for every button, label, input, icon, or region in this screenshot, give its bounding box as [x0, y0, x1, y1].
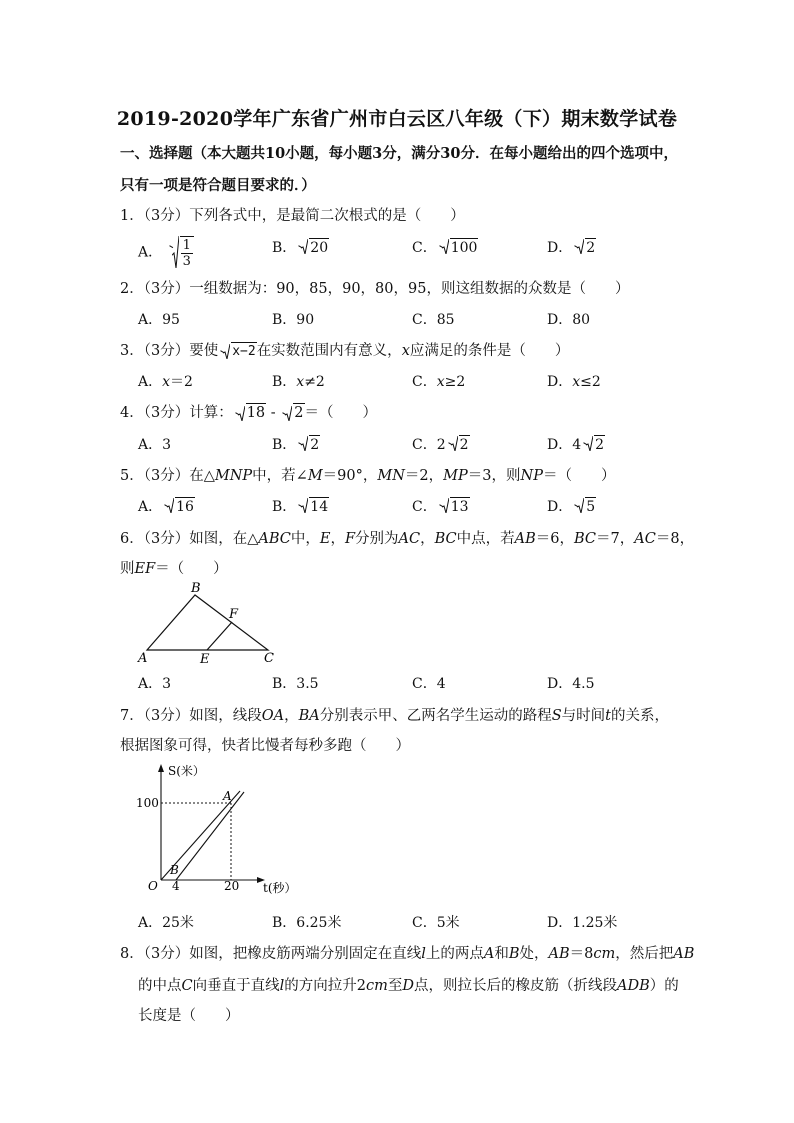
question-2: 2．（3分）一组数据为：90，85，90，80，95，则这组数据的众数是（ ）	[120, 281, 630, 297]
triangle-diagram	[130, 580, 290, 670]
text: 的中点	[138, 978, 182, 994]
math-term: C	[181, 978, 193, 994]
radicand: 20	[310, 240, 329, 256]
option-c	[412, 433, 470, 457]
question-7	[120, 706, 690, 726]
math-term: S	[551, 708, 562, 724]
question-6	[120, 529, 695, 549]
question-6-options	[138, 672, 698, 696]
math-term: AC	[398, 531, 421, 547]
sqrt	[574, 236, 596, 260]
option-label: C．	[412, 499, 437, 515]
math-term: ADB	[617, 978, 650, 994]
triangle-abc	[147, 595, 268, 650]
variable: x	[401, 343, 410, 359]
variable: x	[296, 374, 305, 390]
text: 和	[494, 946, 509, 962]
x-axis-label: t(秒）	[263, 881, 297, 895]
option-b	[272, 370, 325, 394]
label-b: B	[170, 863, 179, 877]
text: ＝（ ）	[542, 468, 616, 484]
question-7-line2: 根据图象可得，快者比慢者每秒多跑（ ）	[120, 738, 410, 754]
tick-4: 4	[172, 879, 180, 893]
option-a: A．25米	[138, 915, 194, 931]
sqrt	[164, 495, 195, 519]
option-d	[547, 433, 605, 457]
radicand: 13	[450, 499, 469, 515]
radicand: 100	[450, 240, 478, 256]
y-axis-arrow	[158, 764, 164, 772]
math-term: BC	[574, 531, 597, 547]
text: 的关系，	[610, 708, 669, 724]
option-label: D．	[547, 374, 573, 390]
option-label: B．	[272, 240, 297, 256]
question-3-options	[138, 370, 698, 394]
option-label: A．	[138, 374, 163, 390]
option-d: D．4.5	[547, 676, 595, 692]
radicand: 2	[595, 437, 605, 453]
radicand: 2	[459, 437, 469, 453]
sqrt	[298, 236, 329, 260]
question-8-line3: 长度是（ ）	[138, 1008, 240, 1024]
question-6-line2	[120, 559, 690, 579]
question-8-line2	[138, 976, 708, 996]
variable: x	[162, 374, 171, 390]
option-c: C．4	[412, 676, 446, 692]
question-1-options	[138, 236, 698, 269]
option-a	[138, 495, 195, 519]
relation: ≤2	[580, 374, 601, 390]
math-term: OA	[261, 708, 285, 724]
option-c	[412, 236, 478, 260]
option-label: B．	[272, 374, 297, 390]
text: 7．（3分）如图，线段	[120, 708, 262, 724]
option-a	[138, 370, 193, 394]
option-c	[412, 370, 465, 394]
option-label: D．4	[547, 437, 582, 453]
text: 中点，若	[456, 531, 515, 547]
tick-100: 100	[136, 796, 159, 810]
text: 6．（3分）如图，在△	[120, 531, 259, 547]
math-term: cm	[593, 946, 616, 962]
math-term: BC	[434, 531, 457, 547]
option-d	[547, 495, 596, 519]
question-3	[120, 341, 690, 361]
label-e: E	[200, 652, 210, 667]
option-d	[547, 236, 596, 260]
relation: ≠2	[304, 374, 325, 390]
radicand: 14	[310, 499, 329, 515]
text: 处，	[519, 946, 549, 962]
sqrt	[298, 433, 320, 457]
math-term: AB	[548, 946, 570, 962]
sqrt-fraction	[169, 236, 194, 269]
option-label: D．	[547, 499, 573, 515]
text: 在实数范围内有意义，	[256, 343, 402, 359]
math-term: MN	[377, 468, 405, 484]
tick-20: 20	[224, 879, 240, 893]
math-term: MP	[443, 468, 468, 484]
question-5-options	[138, 495, 698, 519]
radicand: 16	[176, 499, 194, 515]
label-f: F	[229, 607, 239, 622]
text: ＝3，则	[467, 468, 521, 484]
question-2-options	[138, 308, 698, 332]
option-label: B．	[272, 437, 297, 453]
text: ，	[330, 531, 345, 547]
text: 与时间	[561, 708, 606, 724]
radicand: 2	[294, 405, 304, 421]
option-a: A．3	[138, 437, 172, 453]
option-label: B．	[272, 499, 297, 515]
math-term: BA	[298, 708, 320, 724]
text: 3．（3分）要使	[120, 343, 219, 359]
segment-ef	[207, 622, 232, 650]
text: 4．（3分）计算：	[120, 405, 233, 421]
option-b	[272, 236, 329, 260]
math-term: AB	[514, 531, 536, 547]
text: 至	[387, 978, 403, 994]
operator: -	[266, 405, 281, 421]
text: 5．（3分）在△	[120, 468, 215, 484]
distance-time-graph	[128, 762, 308, 902]
relation: ≥2	[444, 374, 466, 390]
sqrt	[439, 495, 470, 519]
text: 分别为	[355, 531, 399, 547]
section-heading-line2: 只有一项是符合题目要求的．）	[120, 177, 316, 194]
text: ，	[420, 531, 435, 547]
text: ＝7，	[596, 531, 635, 547]
question-8	[120, 944, 695, 964]
math-term: AC	[634, 531, 656, 547]
text: 则	[120, 561, 135, 577]
option-a	[138, 236, 194, 269]
label-a: A	[138, 651, 148, 666]
question-5	[120, 466, 690, 486]
section-heading-line1: 一、选择题（本大题共10小题，每小题3分，满分30分．在每小题给出的四个选项中，	[120, 145, 678, 162]
math-term: D	[402, 978, 414, 994]
math-term: A	[483, 946, 495, 962]
line-ba	[176, 792, 244, 880]
question-4	[120, 403, 690, 423]
text: 中，若∠	[252, 468, 308, 484]
text: 8．（3分）如图，把橡皮筋两端分别固定在直线	[120, 946, 422, 962]
variable: x	[572, 374, 581, 390]
math-term: F	[344, 531, 356, 547]
sqrt	[574, 495, 596, 519]
option-a: A．3	[138, 676, 172, 692]
text: 上的两点	[425, 946, 484, 962]
text: ＝2，	[404, 468, 444, 484]
text: 分别表示甲、乙两名学生运动的路程	[319, 708, 552, 724]
option-label: C．	[412, 374, 437, 390]
math-term: B	[508, 946, 520, 962]
page-title: 2019-2020学年广东省广州市白云区八年级（下）期末数学试卷	[116, 108, 678, 130]
text: ＝8	[569, 946, 594, 962]
label-o: O	[148, 879, 158, 893]
text: ＝（ ）	[155, 561, 228, 577]
option-d	[547, 370, 601, 394]
text: ＝（ ）	[304, 405, 378, 421]
math-term: M	[307, 468, 323, 484]
label-c: C	[264, 651, 274, 666]
option-c: C．85	[412, 312, 455, 328]
text: ，	[284, 708, 299, 724]
sqrt	[298, 495, 329, 519]
option-label: A．	[138, 244, 163, 261]
option-c: C．5米	[412, 915, 460, 931]
fraction-denominator: 3	[182, 254, 191, 269]
math-term: t	[605, 708, 611, 724]
option-a: A．95	[138, 312, 180, 328]
radicand: x−2	[232, 344, 256, 359]
math-term: E	[319, 531, 331, 547]
math-term: MNP	[214, 468, 253, 484]
option-label: A．	[138, 499, 163, 515]
sqrt	[448, 433, 470, 457]
sqrt	[235, 403, 266, 423]
option-label: D．	[547, 240, 573, 256]
text: ＝8，	[655, 531, 695, 547]
label-b: B	[191, 581, 201, 596]
text: ＝90°，	[322, 468, 378, 484]
text: ，然后把	[615, 946, 674, 962]
radicand: 2	[310, 437, 320, 453]
label-a: A	[223, 789, 232, 803]
sqrt	[439, 236, 479, 260]
radicand: 18	[246, 405, 266, 421]
option-label: C．	[412, 240, 437, 256]
option-c	[412, 495, 470, 519]
text: 应满足的条件是（ ）	[409, 343, 570, 359]
math-term: NP	[520, 468, 543, 484]
text: 的方向拉升2	[284, 978, 366, 994]
variable: x	[436, 374, 445, 390]
math-term: ABC	[258, 531, 291, 547]
text: ＝6，	[535, 531, 574, 547]
option-b	[272, 433, 320, 457]
option-label: C．2	[412, 437, 446, 453]
option-b: B．90	[272, 312, 315, 328]
question-1: 1．（3分）下列各式中，是最简二次根式的是（ ）	[120, 208, 465, 224]
radicand: 2	[586, 240, 596, 256]
option-b: B．3.5	[272, 676, 319, 692]
sqrt	[583, 433, 605, 457]
sqrt	[220, 341, 256, 361]
question-4-options	[138, 433, 698, 457]
option-d: D．1.25米	[547, 915, 618, 931]
option-b: B．6.25米	[272, 915, 342, 931]
question-7-options	[138, 911, 698, 935]
math-term: EF	[134, 561, 156, 577]
option-d: D．80	[547, 312, 591, 328]
math-term: l	[279, 978, 285, 994]
sqrt	[282, 403, 304, 423]
text: 点，则拉长后的橡皮筋（折线段	[414, 978, 617, 994]
option-b	[272, 495, 329, 519]
text: 中，	[290, 531, 320, 547]
math-term: AB	[673, 946, 695, 962]
relation: ＝2	[170, 374, 193, 390]
fraction-numerator: 1	[182, 238, 191, 253]
math-term: l	[421, 946, 426, 962]
text: 向垂直于直线	[192, 978, 280, 994]
y-axis-label: S(米）	[168, 764, 205, 778]
radicand: 5	[586, 499, 596, 515]
text: ）的	[649, 978, 679, 994]
math-term: cm	[365, 978, 388, 994]
